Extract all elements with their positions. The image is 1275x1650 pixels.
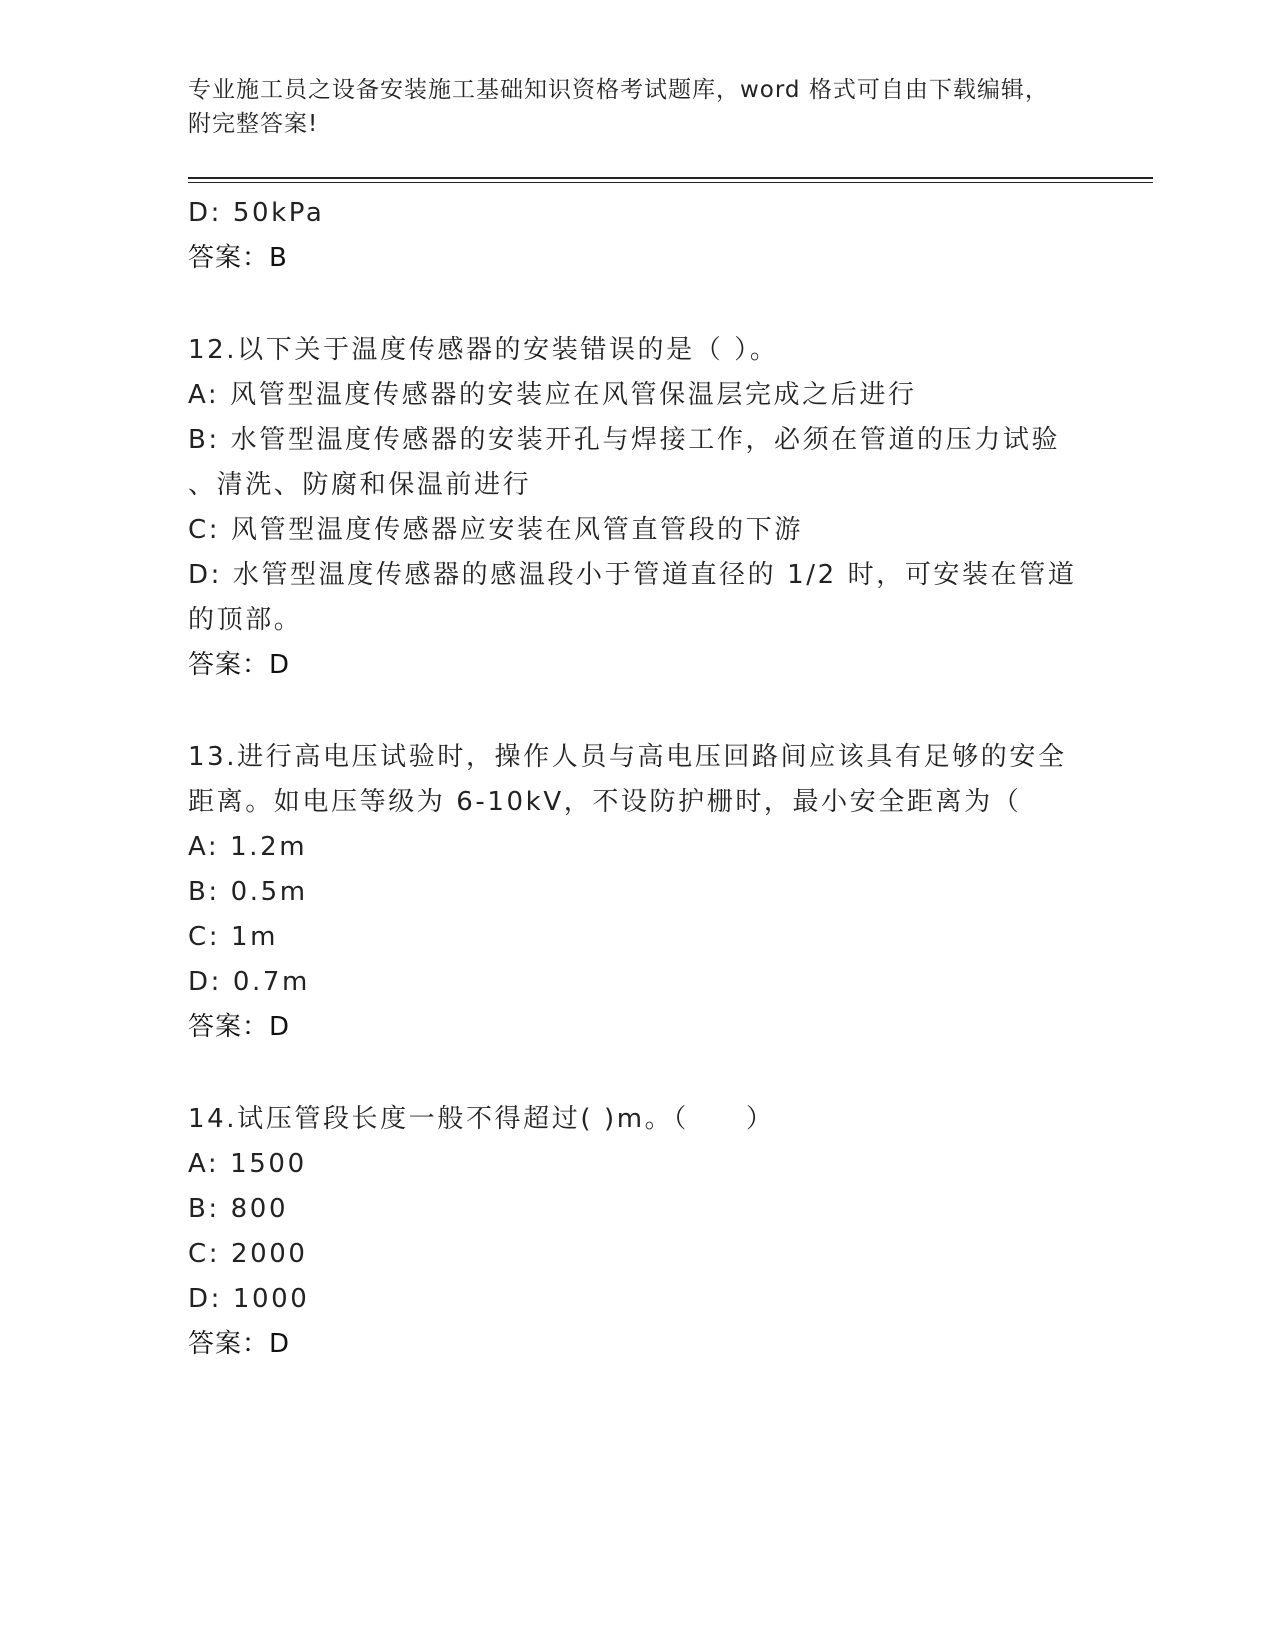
q13-option-c: C: 1m	[188, 922, 279, 952]
q13-option-b: B: 0.5m	[188, 877, 308, 907]
q14-option-b: B: 800	[188, 1194, 289, 1224]
q12-answer: 答案：D	[188, 650, 291, 680]
q12-option-d-line-2: 的顶部。	[188, 605, 303, 635]
q13-option-a: A: 1.2m	[188, 832, 308, 862]
q11-answer: 答案：B	[188, 243, 288, 273]
q14-option-c: C: 2000	[188, 1239, 308, 1269]
spacer	[188, 281, 1088, 328]
q12-option-c: C: 风管型温度传感器应安装在风管直管段的下游	[188, 515, 803, 545]
q12-option-b-line-1: B: 水管型温度传感器的安装开孔与焊接工作，必须在管道的压力试验	[188, 425, 1061, 455]
q13-stem-line-1: 13.进行高电压试验时，操作人员与高电压回路间应该具有足够的安全	[188, 742, 1067, 772]
q12-option-d-line-1: D: 水管型温度传感器的感温段小于管道直径的 1/2 时，可安装在管道	[188, 560, 1077, 590]
q13-option-d: D: 0.7m	[188, 967, 310, 997]
q12-option-b-line-2: 、清洗、防腐和保温前进行	[188, 470, 532, 500]
spacer	[188, 688, 1088, 735]
header-divider-thin	[188, 182, 1153, 183]
question-11-tail	[188, 191, 1088, 281]
q14-answer: 答案：D	[188, 1329, 291, 1359]
q12-option-a: A: 风管型温度传感器的安装应在风管保温层完成之后进行	[188, 380, 917, 410]
q14-stem: 14.试压管段长度一般不得超过( )m。（ ）	[188, 1104, 775, 1134]
question-12	[188, 328, 1088, 688]
q12-stem: 12.以下关于温度传感器的安装错误的是（ ）。	[188, 335, 779, 365]
question-content	[188, 191, 1088, 1367]
header-divider-thick	[188, 177, 1153, 179]
spacer	[188, 1050, 1088, 1097]
q13-answer: 答案：D	[188, 1012, 291, 1042]
document-header	[188, 73, 1088, 141]
q14-option-a: A: 1500	[188, 1149, 307, 1179]
q13-stem-line-2: 距离。如电压等级为 6-10kV，不设防护栅时，最小安全距离为（	[188, 787, 1022, 817]
question-14	[188, 1097, 1088, 1367]
header-title-line-2: 附完整答案!	[188, 111, 319, 137]
q14-option-d: D: 1000	[188, 1284, 310, 1314]
question-13	[188, 735, 1088, 1050]
header-title-line-1: 专业施工员之设备安装施工基础知识资格考试题库，word 格式可自由下载编辑，	[188, 77, 1049, 103]
q11-option-d: D: 50kPa	[188, 198, 325, 228]
